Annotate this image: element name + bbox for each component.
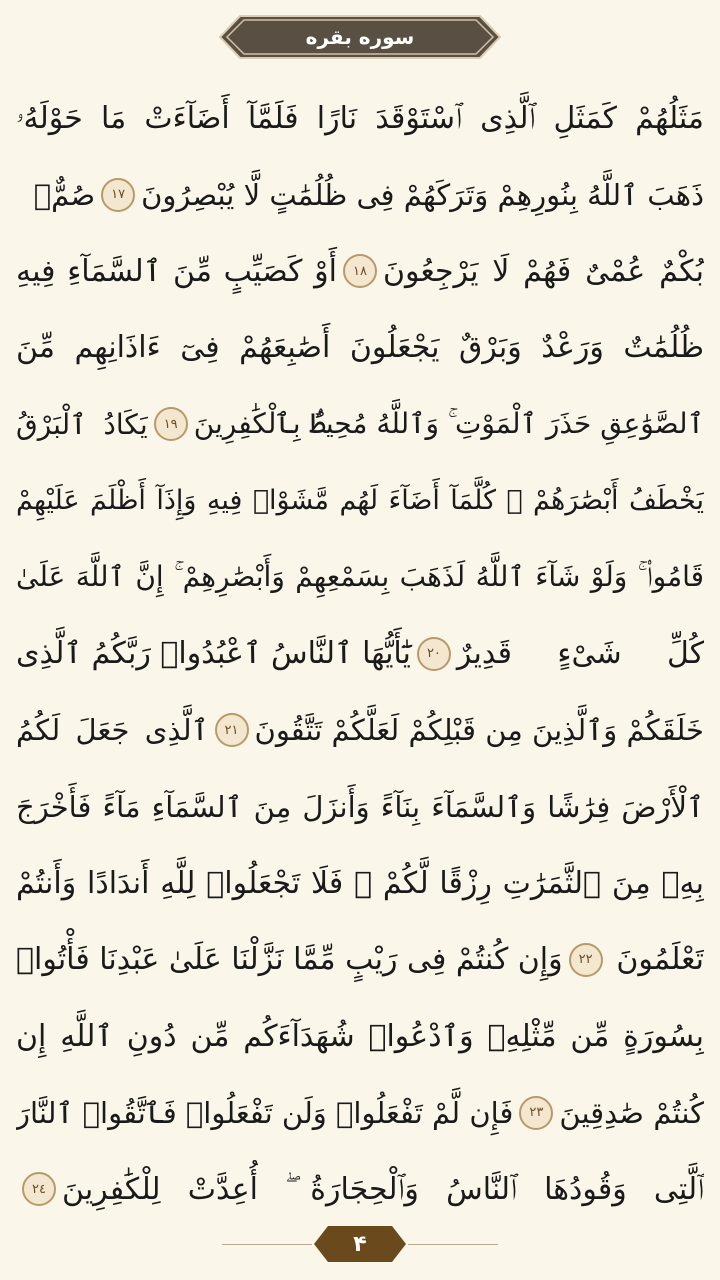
verse-line	[16, 1151, 704, 1228]
verse-text-segment: كُنتُمْ صَٰدِقِينَ	[559, 1095, 704, 1130]
verse-text-segment: صُمٌّۢ	[33, 177, 96, 212]
verse-line	[16, 310, 704, 387]
verse-text-block	[16, 80, 704, 1228]
verse-text-segment: كُلِّ شَىْءٍ قَدِيرٌ	[456, 636, 704, 672]
verse-line	[16, 769, 704, 846]
verse-text-segment: ظُلُمَٰتٌ وَرَعْدٌ وَبَرْقٌ يَجْعَلُونَ أَصَٰبِعَهُمْ فِىٓ ءَاذَانِهِم مِّنَ	[16, 330, 704, 366]
verse-line	[16, 463, 704, 540]
ayah-number-marker: ٢٢	[569, 943, 603, 977]
surah-title: سوره بقره	[305, 25, 415, 49]
ayah-number-marker: ١٧	[101, 178, 135, 212]
page-number-badge	[312, 1224, 408, 1264]
verse-text-segment: بُكْمٌ عُمْىٌ فَهُمْ لَا يَرْجِعُونَ	[383, 253, 704, 289]
verse-line	[16, 845, 704, 922]
verse-text-segment: بِسُورَةٍ مِّن مِّثْلِهِۦ وَٱدْعُوا۟ شُهَدَآءَكُم مِّن دُونِ ٱللَّهِ إِن	[16, 1018, 704, 1054]
verse-line	[16, 80, 704, 157]
verse-text-segment: ٱلَّتِى وَقُودُهَا ٱلنَّاسُ وَٱلْحِجَارَةُ ۖ أُعِدَّتْ لِلْكَٰفِرِينَ	[62, 1171, 704, 1207]
verse-line	[16, 922, 704, 999]
verse-text-segment: أَوْ كَصَيِّبٍ مِّنَ ٱلسَّمَآءِ فِيهِ	[16, 253, 337, 289]
verse-text-segment: وَإِن كُنتُمْ فِى رَيْبٍ مِّمَّا نَزَّلْنَا عَلَىٰ عَبْدِنَا فَأْتُوا۟	[16, 942, 563, 978]
verse-text-segment: ٱلَّذِى جَعَلَ لَكُمُ	[16, 713, 209, 748]
ayah-number-marker: ٢٣	[519, 1096, 553, 1130]
ayah-number-marker: ٢٠	[417, 637, 451, 671]
surah-header	[218, 14, 502, 60]
verse-line	[16, 386, 704, 463]
verse-text-segment: قَامُوا۟ ۚ وَلَوْ شَآءَ ٱللَّهُ لَذَهَبَ بِسَمْعِهِمْ وَأَبْصَٰرِهِمْ ۚ إِنَّ ٱللَّهَ عَلَىٰ	[16, 560, 704, 594]
verse-text-segment: خَلَقَكُمْ وَٱلَّذِينَ مِن قَبْلِكُمْ لَعَلَّكُمْ تَتَّقُونَ	[254, 713, 704, 748]
ayah-number-marker: ١٨	[343, 254, 377, 288]
footer-divider-right	[408, 1244, 498, 1245]
verse-text-segment: يَكَادُ ٱلْبَرْقُ	[16, 407, 148, 441]
verse-line	[16, 157, 704, 234]
verse-line	[16, 233, 704, 310]
page-number: ۴	[353, 1231, 367, 1257]
verse-text-segment: تَعْلَمُونَ	[616, 942, 704, 978]
verse-line	[16, 616, 704, 693]
verse-line	[16, 1075, 704, 1152]
ayah-number-marker: ١٩	[154, 407, 188, 441]
footer-divider-left	[222, 1244, 312, 1245]
verse-line	[16, 539, 704, 616]
verse-text-segment: مَثَلُهُمْ كَمَثَلِ ٱلَّذِى ٱسْتَوْقَدَ نَارًا فَلَمَّآ أَضَآءَتْ مَا حَوْلَهُۥ	[16, 100, 704, 136]
verse-text-segment: يَٰٓأَيُّهَا ٱلنَّاسُ ٱعْبُدُوا۟ رَبَّكُمُ ٱلَّذِى	[16, 636, 411, 672]
verse-text-segment: ٱلصَّوَٰعِقِ حَذَرَ ٱلْمَوْتِ ۚ وَٱللَّهُ مُحِيطٌۢ بِٱلْكَٰفِرِينَ	[193, 407, 704, 441]
verse-text-segment: ٱلْأَرْضَ فِرَٰشًا وَٱلسَّمَآءَ بِنَآءً وَأَنزَلَ مِنَ ٱلسَّمَآءِ مَآءً فَأَخْرَجَ	[16, 789, 704, 824]
ayah-number-marker: ٢٤	[22, 1172, 56, 1206]
ayah-number-marker: ٢١	[215, 713, 249, 747]
verse-line	[16, 998, 704, 1075]
verse-text-segment: فَإِن لَّمْ تَفْعَلُوا۟ وَلَن تَفْعَلُوا۟ فَٱتَّقُوا۟ ٱلنَّارَ	[16, 1095, 514, 1130]
verse-text-segment: بِهِۦ مِنَ ٱلثَّمَرَٰتِ رِزْقًا لَّكُمْ ۖ فَلَا تَجْعَلُوا۟ لِلَّهِ أَندَادًا وَأَنتُمْ	[16, 865, 704, 901]
verse-line	[16, 692, 704, 769]
verse-text-segment: يَخْطَفُ أَبْصَٰرَهُمْ ۖ كُلَّمَآ أَضَآءَ لَهُم مَّشَوْا۟ فِيهِ وَإِذَآ أَظْلَمَ عَلَيْهِمْ	[16, 485, 704, 517]
verse-text-segment: ذَهَبَ ٱللَّهُ بِنُورِهِمْ وَتَرَكَهُمْ فِى ظُلُمَٰتٍ لَّا يُبْصِرُونَ	[141, 177, 704, 212]
